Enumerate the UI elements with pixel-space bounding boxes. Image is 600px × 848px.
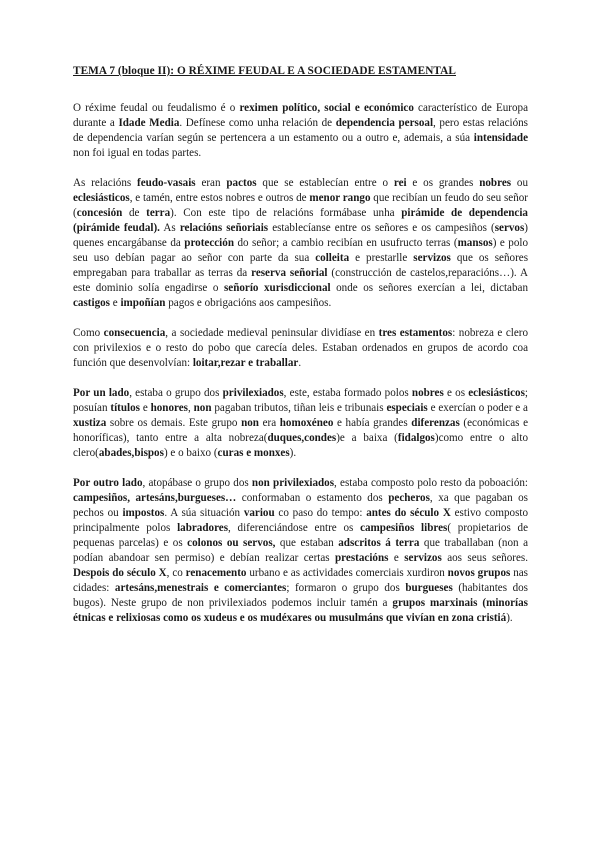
bold-term: labradores — [177, 522, 229, 534]
text-run: non foi igual en todas partes. — [73, 147, 202, 159]
paragraph-non-privilexiados — [73, 476, 528, 626]
bold-term: pecheros — [388, 492, 430, 504]
text-run: sobre os demais. Este grupo — [106, 417, 242, 429]
text-run: As — [159, 222, 180, 234]
bold-term: honores — [150, 402, 188, 414]
bold-term: servizos — [413, 252, 451, 264]
bold-term: señorío xurisdiccional — [223, 282, 331, 294]
text-run: establecíanse entre os señores e os campesiños ( — [268, 222, 495, 234]
bold-term: adscritos á terra — [338, 537, 420, 549]
text-run: e había grandes — [333, 417, 412, 429]
text-run: onde os señores exercían a lei, dictaban — [330, 282, 528, 294]
text-run: (construcción de castelos,reparacións…). A este dominio solía engadirse o — [73, 267, 528, 294]
text-run: urbano e as actividades comerciais xurdiron — [246, 567, 448, 579]
bold-term: antes do século X — [366, 507, 451, 519]
document-title: TEMA 7 (bloque II): O RÉXIME FEUDAL E A SOCIEDADE ESTAMENTAL — [73, 65, 456, 77]
text-run: ) e o baixo ( — [163, 447, 218, 459]
text-run: , estaba o grupo dos — [129, 387, 223, 399]
text-run: que estaban — [275, 537, 339, 549]
paragraph-feudo-vasalaticas — [73, 176, 528, 311]
bold-term: impostos — [122, 507, 165, 519]
bold-term: privilexiados — [222, 387, 284, 399]
bold-term: duques,condes — [267, 432, 337, 444]
text-run: ( propietarios de pequenas parcelas) e os — [73, 522, 529, 549]
bold-term: burgueses — [405, 582, 453, 594]
text-run: pagaban tributos, tiñan leis e tribunais — [211, 402, 387, 414]
text-run: , e tamén, entre estos nobres e outros de — [129, 192, 310, 204]
bold-term: novos grupos — [447, 567, 511, 579]
text-run: )e a baixa ( — [336, 432, 398, 444]
text-run: . A súa situación — [164, 507, 244, 519]
text-run: : nobreza e clero con privilexios e o resto do pobo que carecía deles. Estaban ordenados en grupos de acordo coa función que desenvolvían: — [73, 327, 528, 369]
text-run: ). Con este tipo de relacións formábase unha — [170, 207, 402, 219]
bold-term: tres estamentos — [378, 327, 453, 339]
bold-term: non privilexiados — [251, 477, 335, 489]
bold-term: servos — [494, 222, 525, 234]
text-run: , diferenciándose entre os — [228, 522, 361, 534]
text-run: Como — [73, 327, 104, 339]
text-run: , a sociedade medieval peninsular dividíase en — [165, 327, 379, 339]
bold-term: reserva señorial — [251, 267, 328, 279]
bold-term: castigos — [73, 297, 110, 309]
bold-term: impoñían — [120, 297, 166, 309]
text-run: que traballaban (non a podían abandoar sen permiso) e debían realizar certas — [73, 537, 528, 564]
text-run: ; posuían — [73, 387, 529, 414]
paragraph-intro — [73, 101, 528, 161]
text-run: ou — [511, 177, 528, 189]
bold-term: campesiños libres — [360, 522, 448, 534]
bold-term: pactos — [226, 177, 257, 189]
text-run: característico de Europa durante a — [73, 102, 528, 129]
bold-term: artesáns,menestrais e comerciantes — [114, 582, 287, 594]
bold-term: intensidade — [473, 132, 528, 144]
text-run: era — [258, 417, 280, 429]
bold-term: non — [241, 417, 259, 429]
bold-term: títulos — [110, 402, 140, 414]
bold-term: non — [193, 402, 212, 414]
text-run: , co — [166, 567, 186, 579]
text-run: e — [109, 297, 121, 309]
text-run: estivo composto principalmente polos — [73, 507, 529, 534]
text-run: conformaban o estamento dos — [236, 492, 389, 504]
bold-term: nobres — [411, 387, 444, 399]
text-run: , xa que pagaban os pechos ou — [73, 492, 528, 519]
text-run: que se establecían entre o — [256, 177, 394, 189]
text-run: (habitantes dos bugos). Neste grupo de non privilexiados podemos incluir tamén a — [73, 582, 528, 609]
text-run: pagos e obrigacións aos campesiños. — [165, 297, 332, 309]
bold-term: concesión — [76, 207, 123, 219]
paragraph-consecuencia — [73, 326, 528, 371]
bold-term: eclesiásticos — [468, 387, 525, 399]
text-run: aos seus señores. — [441, 552, 528, 564]
bold-term: (minorías étnicas e relixiosas como os xudeus e os mudéxares ou musulmáns que vivían en zona cristiá — [73, 597, 528, 624]
text-run: que os señores empregaban para traballar as terras da — [73, 252, 529, 279]
text-run: de — [122, 207, 147, 219]
text-run: eran — [195, 177, 227, 189]
text-run: , este, estaba formado polos — [283, 387, 412, 399]
bold-term: rei — [393, 177, 407, 189]
bold-term: curas e monxes — [217, 447, 290, 459]
bold-term: protección — [184, 237, 234, 249]
bold-term: colleita — [315, 252, 350, 264]
bold-term: relacións señoriais — [179, 222, 269, 234]
bold-term: renacemento — [185, 567, 247, 579]
bold-term: Idade Media — [118, 117, 180, 129]
bold-term: prestacións — [335, 552, 389, 564]
document-page — [73, 64, 528, 641]
text-run: e exercían o poder e a — [427, 402, 528, 414]
bold-term: pirámide de dependencia (pirámide feudal). — [73, 207, 528, 234]
document-body — [73, 101, 528, 626]
bold-term: homoxéneo — [279, 417, 334, 429]
bold-term: reximen político, social e económico — [239, 102, 414, 114]
bold-term: nobres — [479, 177, 512, 189]
text-run: e — [139, 402, 151, 414]
text-run: e — [388, 552, 405, 564]
bold-term: consecuencia — [103, 327, 166, 339]
bold-term: Por un lado — [73, 387, 130, 399]
text-run: ) quenes encargábanse da — [73, 222, 528, 249]
text-run: que recibían un feudo do seu señor ( — [73, 192, 528, 219]
bold-term: campesiños, artesáns,burgueses… — [73, 492, 237, 504]
text-run: . — [298, 357, 302, 369]
text-run: (económicas e honoríficas), tanto entre a alta nobreza( — [73, 417, 529, 444]
text-run: ; formaron o grupo dos — [286, 582, 406, 594]
bold-term: diferenzas — [411, 417, 460, 429]
text-run: e os — [443, 387, 469, 399]
bold-term: especiais — [386, 402, 428, 414]
text-run: ). — [289, 447, 297, 459]
text-run: , pero estas relacións de dependencia varían según se pertencera a un estamento ou a outro e, ademais, a súa — [73, 117, 528, 144]
bold-term: loitar,rezar e traballar — [192, 357, 299, 369]
bold-term: grupos marxinais — [392, 597, 478, 609]
text-run: do señor; a cambio recibían en usufructo terras ( — [234, 237, 458, 249]
bold-term: servizos — [404, 552, 442, 564]
text-run: O réxime feudal ou feudalismo é o — [73, 102, 240, 114]
text-run: e prestarlle — [349, 252, 414, 264]
text-run: ) e polo seu uso debían pagar ao señor con parte da sua — [73, 237, 529, 264]
bold-term: Despois do século X — [73, 567, 167, 579]
bold-term: feudo-vasais — [137, 177, 196, 189]
bold-term: mansos — [457, 237, 493, 249]
text-run: nas cidades: — [73, 567, 528, 594]
bold-term: colonos ou servos, — [187, 537, 276, 549]
text-run: , — [188, 402, 194, 414]
bold-term: Por outro lado — [73, 477, 143, 489]
bold-term: xustiza — [73, 417, 107, 429]
bold-term: abades,bispos — [98, 447, 164, 459]
bold-term: eclesiásticos — [73, 192, 130, 204]
bold-term: fidalgos — [397, 432, 435, 444]
bold-term: variou — [243, 507, 275, 519]
bold-term: menor rango — [309, 192, 371, 204]
bold-term: terra — [146, 207, 171, 219]
text-run: )como entre o alto clero( — [73, 432, 528, 459]
text-run: , estaba composto polo resto da poboación: — [334, 477, 529, 489]
bold-term: dependencia persoal — [335, 117, 434, 129]
text-run: co paso do tempo: — [274, 507, 367, 519]
text-run: , atopábase o grupo dos — [142, 477, 252, 489]
text-run: As relacións — [73, 177, 138, 189]
paragraph-privilexiados — [73, 386, 528, 461]
text-run: . Defínese como unha relación de — [179, 117, 336, 129]
text-run: e os grandes — [406, 177, 480, 189]
text-run: ). — [506, 612, 513, 624]
